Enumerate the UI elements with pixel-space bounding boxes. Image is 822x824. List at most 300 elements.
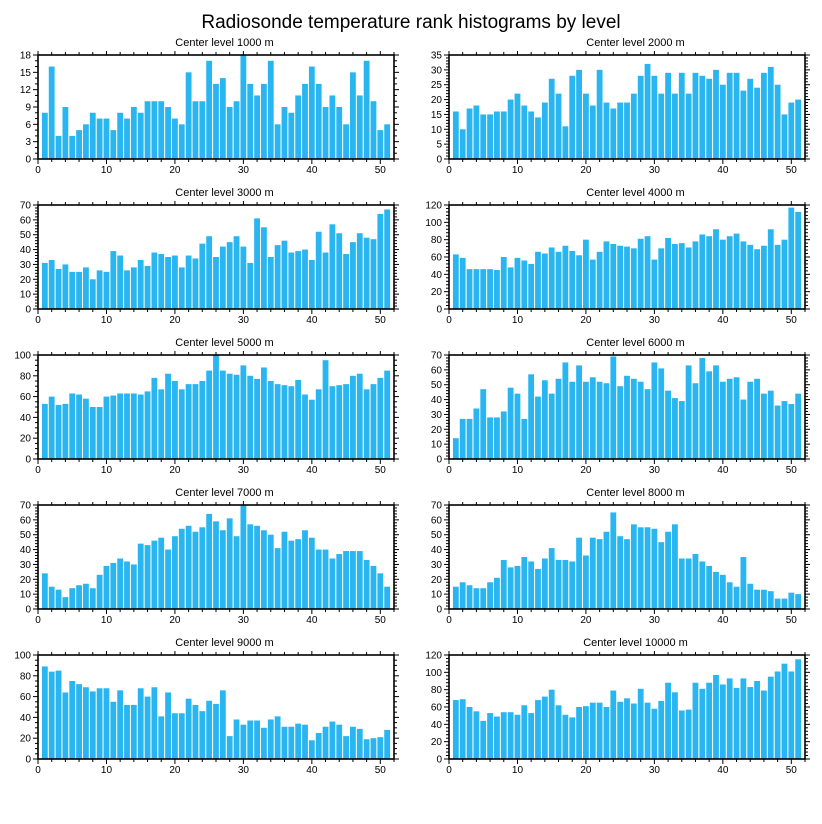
x-tick-label: 20	[169, 615, 181, 625]
histogram-bar	[350, 376, 356, 459]
histogram-bar	[220, 247, 226, 309]
histogram-bar	[62, 264, 68, 309]
histogram-bar	[117, 690, 123, 759]
histogram-bar	[747, 584, 753, 609]
y-tick-label: 20	[430, 737, 442, 749]
y-tick-label: 0	[436, 754, 442, 766]
histogram-bar	[795, 659, 801, 759]
histogram-bar	[151, 687, 157, 759]
histogram-bar	[508, 388, 514, 459]
histogram-bar	[104, 688, 110, 759]
y-tick-label: 40	[430, 719, 442, 731]
histogram-bar	[624, 376, 630, 459]
histogram-bar	[213, 257, 219, 309]
histogram-bar	[295, 539, 301, 609]
histogram-bar	[117, 393, 123, 459]
histogram-bar	[610, 244, 616, 309]
histogram-bar	[617, 702, 623, 759]
histogram-bar	[597, 703, 603, 759]
histogram-bar	[528, 264, 534, 309]
histogram-bar	[713, 70, 719, 159]
histogram-bar	[535, 700, 541, 759]
histogram-panel-3	[0, 186, 411, 336]
histogram-bar	[261, 530, 267, 609]
histogram-bar	[377, 378, 383, 459]
histogram-bar	[604, 103, 610, 159]
histogram-bar	[316, 550, 322, 609]
histogram-bar	[275, 716, 281, 759]
histogram-bar	[384, 730, 390, 759]
histogram-bar	[69, 681, 75, 759]
histogram-bar	[768, 677, 774, 759]
histogram-bar	[56, 405, 62, 459]
histogram-bar	[247, 721, 253, 759]
histogram-bar	[720, 382, 726, 459]
histogram-bar	[453, 700, 459, 759]
histogram-bar	[193, 258, 199, 309]
histogram-bar	[316, 232, 322, 309]
histogram-bar	[501, 111, 507, 159]
histogram-bar	[350, 727, 356, 759]
histogram-bar	[638, 527, 644, 609]
x-tick-label: 20	[580, 765, 592, 775]
histogram-bar	[528, 374, 534, 459]
histogram-bar	[384, 209, 390, 309]
histogram-bar	[97, 688, 103, 759]
histogram-bar	[131, 107, 137, 159]
histogram-bar	[562, 362, 568, 459]
y-tick-label: 40	[430, 269, 442, 281]
histogram-bar	[83, 584, 89, 609]
histogram-bar	[357, 95, 363, 159]
x-tick-label: 20	[169, 765, 181, 775]
histogram-bar	[371, 101, 377, 159]
histogram-bar	[535, 252, 541, 309]
y-tick-label: 20	[430, 574, 442, 586]
histogram-bar	[206, 371, 212, 459]
histogram-bar	[467, 585, 473, 609]
x-tick-label: 20	[580, 165, 592, 175]
y-tick-label: 3	[25, 137, 31, 149]
histogram-bar	[590, 538, 596, 609]
histogram-bar	[658, 248, 664, 309]
y-tick-label: 30	[19, 259, 31, 271]
x-tick-label: 40	[717, 765, 729, 775]
histogram-bar	[145, 545, 151, 609]
x-tick-label: 30	[648, 315, 660, 325]
histogram-bar	[56, 136, 62, 159]
histogram-bar	[261, 84, 267, 159]
histogram-bar	[295, 95, 301, 159]
y-tick-label: 30	[19, 559, 31, 571]
histogram-bar	[734, 587, 740, 609]
histogram-bar	[775, 245, 781, 309]
histogram-bar	[747, 382, 753, 459]
histogram-plot	[0, 51, 406, 175]
y-tick-label: 40	[19, 712, 31, 724]
y-tick-label: 12	[19, 85, 31, 97]
histogram-panel-2	[411, 36, 822, 186]
histogram-bar	[282, 727, 288, 759]
histogram-bar	[473, 408, 479, 459]
histogram-bar	[49, 67, 55, 159]
histogram-bar	[597, 70, 603, 159]
histogram-bar	[775, 671, 781, 759]
histogram-bar	[138, 688, 144, 759]
histogram-bar	[158, 389, 164, 459]
histogram-bar	[542, 254, 548, 309]
histogram-bar	[706, 79, 712, 159]
histogram-bar	[83, 124, 89, 159]
histogram-bar	[350, 72, 356, 159]
histogram-bar	[460, 699, 466, 759]
histogram-bar	[62, 107, 68, 159]
histogram-bar	[617, 246, 623, 309]
y-tick-label: 60	[19, 392, 31, 404]
x-tick-label: 10	[511, 465, 524, 475]
histogram-bar	[528, 561, 534, 609]
histogram-bar	[768, 391, 774, 459]
y-tick-label: 20	[430, 424, 442, 436]
histogram-bar	[501, 411, 507, 459]
histogram-grid	[0, 36, 822, 786]
x-tick-label: 30	[237, 315, 249, 325]
histogram-bar	[473, 269, 479, 309]
histogram-panel-7	[0, 486, 411, 636]
histogram-bar	[528, 713, 534, 759]
panel-title: Center level 3000 m	[175, 187, 274, 199]
histogram-bar	[151, 541, 157, 609]
histogram-bar	[261, 227, 267, 309]
histogram-bar	[651, 260, 657, 309]
histogram-bar	[590, 260, 596, 309]
histogram-bar	[268, 61, 274, 159]
histogram-panel-4	[411, 186, 822, 336]
histogram-bar	[213, 355, 219, 459]
histogram-bar	[165, 257, 171, 309]
y-tick-label: 50	[19, 530, 31, 542]
histogram-bar	[288, 541, 294, 609]
histogram-bar	[467, 707, 473, 759]
histogram-bar	[795, 594, 801, 609]
histogram-bar	[336, 385, 342, 459]
x-tick-label: 40	[717, 315, 729, 325]
x-tick-label: 10	[100, 165, 113, 175]
x-tick-label: 20	[580, 465, 592, 475]
histogram-bar	[158, 716, 164, 759]
histogram-bar	[343, 736, 349, 759]
histogram-bar	[309, 400, 315, 459]
histogram-bar	[240, 365, 246, 459]
histogram-bar	[699, 561, 705, 609]
histogram-bar	[329, 224, 335, 309]
histogram-bar	[247, 376, 253, 459]
histogram-bar	[542, 380, 548, 459]
histogram-bar	[165, 107, 171, 159]
histogram-bar	[179, 389, 185, 459]
histogram-bar	[720, 684, 726, 759]
histogram-bar	[90, 113, 96, 159]
histogram-bar	[734, 73, 740, 159]
y-tick-label: 60	[430, 515, 442, 527]
histogram-bar	[549, 690, 555, 759]
histogram-bar	[761, 394, 767, 459]
histogram-bar	[158, 538, 164, 609]
histogram-bar	[686, 94, 692, 159]
histogram-plot	[0, 351, 406, 475]
histogram-bar	[371, 738, 377, 759]
x-tick-label: 20	[580, 315, 592, 325]
histogram-bar	[179, 267, 185, 309]
histogram-bar	[645, 64, 651, 159]
histogram-bar	[56, 590, 62, 609]
histogram-bar	[638, 76, 644, 159]
histogram-bar	[665, 73, 671, 159]
histogram-bar	[42, 573, 48, 609]
histogram-bar	[624, 698, 630, 759]
histogram-bar	[699, 358, 705, 459]
x-tick-label: 30	[648, 165, 660, 175]
x-tick-label: 40	[717, 465, 729, 475]
y-tick-label: 0	[436, 154, 442, 166]
histogram-bar	[515, 94, 521, 159]
histogram-bar	[186, 526, 192, 609]
histogram-bar	[295, 380, 301, 459]
histogram-bar	[234, 101, 240, 159]
histogram-bar	[590, 703, 596, 759]
histogram-bar	[528, 111, 534, 159]
histogram-bar	[186, 72, 192, 159]
histogram-bar	[782, 240, 788, 309]
histogram-bar	[508, 100, 514, 159]
y-tick-label: 10	[19, 589, 31, 601]
x-tick-label: 40	[306, 315, 318, 325]
y-tick-label: 80	[430, 235, 442, 247]
histogram-bar	[487, 417, 493, 459]
x-tick-label: 10	[100, 465, 113, 475]
histogram-bar	[788, 103, 794, 159]
histogram-bar	[782, 401, 788, 459]
histogram-bar	[42, 263, 48, 309]
histogram-bar	[336, 233, 342, 309]
y-tick-label: 50	[430, 530, 442, 542]
x-tick-label: 30	[237, 765, 249, 775]
histogram-bar	[590, 106, 596, 159]
histogram-bar	[199, 381, 205, 459]
histogram-bar	[227, 374, 233, 459]
histogram-bar	[282, 241, 288, 309]
histogram-bar	[234, 375, 240, 459]
histogram-bar	[610, 512, 616, 609]
histogram-bar	[83, 399, 89, 459]
histogram-bar	[83, 267, 89, 309]
x-tick-label: 40	[306, 765, 318, 775]
histogram-bar	[713, 675, 719, 759]
y-tick-label: 80	[430, 685, 442, 697]
histogram-bar	[549, 394, 555, 459]
histogram-bar	[384, 124, 390, 159]
histogram-bar	[556, 94, 562, 159]
histogram-bar	[521, 260, 527, 309]
histogram-bar	[282, 107, 288, 159]
panel-title: Center level 1000 m	[175, 37, 274, 49]
histogram-bar	[569, 561, 575, 609]
x-tick-label: 40	[717, 615, 729, 625]
histogram-bar	[734, 234, 740, 309]
histogram-bar	[473, 106, 479, 159]
histogram-bar	[460, 582, 466, 609]
histogram-bar	[316, 84, 322, 159]
histogram-bar	[576, 255, 582, 309]
histogram-bar	[364, 560, 370, 609]
x-tick-label: 0	[446, 765, 452, 775]
y-tick-label: 0	[25, 754, 31, 766]
histogram-bar	[562, 246, 568, 309]
histogram-bar	[186, 384, 192, 459]
y-tick-label: 20	[430, 287, 442, 299]
histogram-bar	[631, 94, 637, 159]
histogram-bar	[761, 246, 767, 309]
histogram-bar	[213, 521, 219, 609]
histogram-bar	[693, 241, 699, 309]
histogram-bar	[638, 239, 644, 309]
histogram-bar	[521, 557, 527, 609]
histogram-bar	[624, 539, 630, 609]
histogram-bar	[453, 254, 459, 309]
histogram-bar	[515, 258, 521, 309]
histogram-bar	[49, 587, 55, 609]
y-tick-label: 60	[430, 365, 442, 377]
histogram-bar	[110, 563, 116, 609]
histogram-bar	[631, 379, 637, 459]
histogram-bar	[761, 691, 767, 759]
histogram-bar	[720, 575, 726, 609]
histogram-bar	[227, 736, 233, 759]
histogram-bar	[610, 356, 616, 459]
histogram-bar	[576, 707, 582, 759]
x-tick-label: 0	[446, 315, 452, 325]
histogram-bar	[350, 551, 356, 609]
histogram-bar	[131, 267, 137, 309]
histogram-bar	[336, 554, 342, 609]
histogram-bar	[604, 532, 610, 609]
y-tick-label: 60	[430, 252, 442, 264]
histogram-bar	[467, 269, 473, 309]
histogram-bar	[220, 371, 226, 459]
histogram-bar	[665, 532, 671, 609]
histogram-bar	[740, 241, 746, 309]
histogram-bar	[179, 529, 185, 609]
histogram-bar	[364, 389, 370, 459]
histogram-bar	[467, 419, 473, 459]
histogram-bar	[261, 367, 267, 459]
histogram-bar	[76, 684, 82, 759]
histogram-bar	[206, 514, 212, 609]
x-tick-label: 10	[100, 615, 113, 625]
x-tick-label: 20	[169, 315, 181, 325]
histogram-bar	[631, 524, 637, 609]
histogram-bar	[309, 740, 315, 759]
histogram-bar	[357, 233, 363, 309]
histogram-bar	[699, 234, 705, 309]
histogram-bar	[788, 404, 794, 459]
histogram-bar	[788, 593, 794, 609]
histogram-bar	[569, 76, 575, 159]
histogram-bar	[679, 401, 685, 459]
histogram-bar	[672, 244, 678, 309]
x-tick-label: 30	[648, 465, 660, 475]
panel-title: Center level 5000 m	[175, 337, 274, 349]
histogram-bar	[199, 101, 205, 159]
y-tick-label: 100	[425, 667, 442, 679]
histogram-bar	[460, 419, 466, 459]
histogram-bar	[672, 94, 678, 159]
histogram-bar	[576, 538, 582, 609]
y-tick-label: 120	[425, 651, 442, 662]
histogram-bar	[275, 245, 281, 309]
histogram-bar	[268, 719, 274, 759]
y-tick-label: 50	[19, 230, 31, 242]
y-tick-label: 20	[19, 574, 31, 586]
histogram-bar	[90, 407, 96, 459]
histogram-bar	[480, 588, 486, 609]
histogram-bar	[138, 395, 144, 459]
histogram-bar	[124, 705, 130, 759]
histogram-bar	[631, 704, 637, 759]
histogram-bar	[145, 391, 151, 459]
histogram-bar	[62, 597, 68, 609]
histogram-bar	[104, 566, 110, 609]
histogram-bar	[377, 573, 383, 609]
histogram-bar	[693, 683, 699, 759]
histogram-bar	[569, 251, 575, 309]
histogram-panel-9	[0, 636, 411, 786]
histogram-bar	[699, 76, 705, 159]
histogram-bar	[240, 505, 246, 609]
histogram-bar	[90, 279, 96, 309]
histogram-bar	[624, 247, 630, 309]
histogram-bar	[651, 362, 657, 459]
histogram-bar	[542, 558, 548, 609]
x-tick-label: 0	[35, 615, 41, 625]
histogram-bar	[240, 725, 246, 759]
histogram-bar	[713, 365, 719, 459]
histogram-bar	[316, 389, 322, 459]
histogram-bar	[247, 263, 253, 309]
histogram-bar	[213, 84, 219, 159]
histogram-bar	[775, 599, 781, 609]
y-tick-label: 5	[436, 139, 442, 151]
y-tick-label: 0	[436, 304, 442, 316]
histogram-bar	[624, 103, 630, 159]
histogram-bar	[651, 529, 657, 609]
histogram-bar	[295, 724, 301, 759]
histogram-bar	[754, 379, 760, 459]
histogram-bar	[754, 590, 760, 609]
y-tick-label: 30	[430, 409, 442, 421]
y-tick-label: 80	[19, 671, 31, 683]
histogram-bar	[494, 417, 500, 459]
histogram-bar	[775, 85, 781, 159]
histogram-bar	[104, 397, 110, 459]
histogram-bar	[172, 256, 178, 309]
histogram-bar	[480, 721, 486, 759]
x-tick-label: 20	[169, 165, 181, 175]
histogram-bar	[316, 733, 322, 759]
histogram-bar	[679, 558, 685, 609]
histogram-bar	[515, 394, 521, 459]
histogram-bar	[158, 254, 164, 309]
